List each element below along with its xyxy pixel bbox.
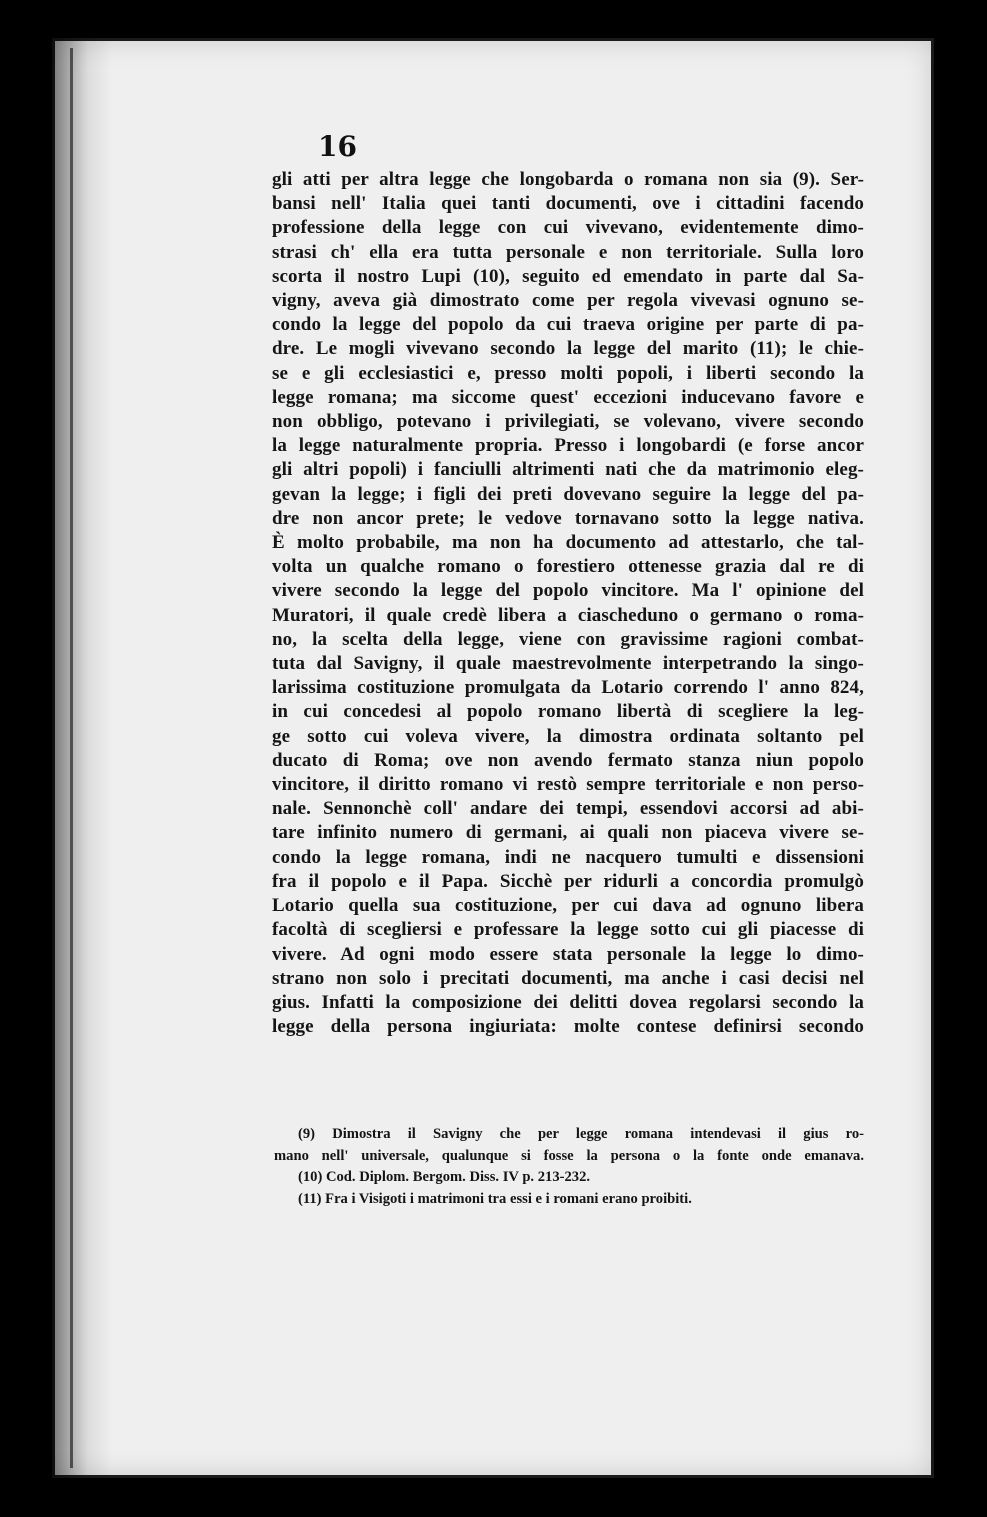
body-line: strano non solo i precitati documenti, ma anche i casi decisi nel	[272, 967, 864, 989]
body-line: la legge naturalmente propria. Presso i longobardi (e forse ancor	[272, 435, 864, 457]
body-line: vivere. Ad ogni modo essere stata personale la legge lo dimo-	[272, 943, 864, 965]
body-line: facoltà di scegliersi e professare la legge sotto cui gli piacesse di	[272, 919, 864, 941]
body-line: dre. Le mogli vivevano secondo la legge del marito (11); le chie-	[272, 338, 864, 360]
body-line: in cui concedesi al popolo romano libertà di scegliere la leg-	[272, 701, 864, 723]
body-line: professione della legge con cui vivevano, evidentemente dimo-	[272, 217, 864, 239]
body-line: non obbligo, potevano i privilegiati, se volevano, vivere secondo	[272, 411, 864, 433]
page-number: 16	[318, 130, 357, 163]
body-line: ducato di Roma; ove non avendo fermato stanza niun popolo	[272, 749, 864, 771]
body-line: gli altri popoli) i fanciulli altrimenti nati che da matrimonio eleg-	[272, 459, 864, 481]
body-text	[272, 168, 864, 1039]
footnote: (9) Dimostra il Savigny che per legge romana intendevasi il gius ro-	[298, 1126, 864, 1142]
body-line: gevan la legge; i figli dei preti dovevano seguire la legge del pa-	[272, 483, 864, 505]
body-line: tuta dal Savigny, il quale maestrevolmente interpetrando la singo-	[272, 653, 864, 675]
footnote: mano nell' universale, qualunque si fosse la persona o la fonte onde emanava.	[274, 1147, 864, 1164]
body-line: tare infinito numero di germani, ai quali non piaceva vivere se-	[272, 822, 864, 844]
footnote: (11) Fra i Visigoti i matrimoni tra essi e i romani erano proibiti.	[298, 1190, 692, 1207]
body-line: bansi nell' Italia quei tanti documenti, ove i cittadini facendo	[272, 193, 864, 215]
body-line: vincitore, il diritto romano vi restò sempre territoriale e non perso-	[272, 774, 864, 796]
body-line: nale. Sennonchè coll' andare dei tempi, essendovi accorsi ad abi-	[272, 798, 864, 820]
body-line: dre non ancor prete; le vedove tornavano sotto la legge nativa.	[272, 507, 864, 529]
body-line: condo la legge del popolo da cui traeva origine per parte di pa-	[272, 314, 864, 336]
body-line: Muratori, il quale credè libera a ciascheduno o germano o roma-	[272, 604, 864, 626]
footnote: (10) Cod. Diplom. Bergom. Diss. IV p. 213-232.	[298, 1169, 591, 1185]
body-line: legge della persona ingiuriata: molte contese definirsi secondo	[272, 1016, 864, 1038]
body-line: se e gli ecclesiastici e, presso molti popoli, i liberti secondo la	[272, 362, 864, 384]
footnotes	[274, 1124, 864, 1210]
body-line: legge romana; ma siccome quest' eccezioni inducevano favore e	[272, 386, 864, 408]
body-line: Lotario quella sua costituzione, per cui dava ad ognuno libera	[272, 895, 864, 917]
body-line: condo la legge romana, indi ne nacquero tumulti e dissensioni	[272, 846, 864, 868]
body-line: gli atti per altra legge che longobarda o romana non sia (9). Ser-	[272, 169, 864, 190]
body-line: vivere secondo la legge del popolo vincitore. Ma l' opinione del	[272, 580, 864, 602]
body-line: volta un qualche romano o forestiero ottenesse grazia dal re di	[272, 556, 864, 578]
body-line: gius. Infatti la composizione dei delitti dovea regolarsi secondo la	[272, 991, 864, 1013]
body-line: strasi ch' ella era tutta personale e non territoriale. Sulla loro	[272, 241, 864, 263]
body-line: fra il popolo e il Papa. Sicchè per ridurli a concordia promulgò	[272, 870, 864, 892]
body-line: no, la scelta della legge, viene con gravissime ragioni combat-	[272, 628, 864, 650]
body-line: È molto probabile, ma non ha documento ad attestarlo, che tal-	[272, 532, 864, 554]
body-line: scorta il nostro Lupi (10), seguito ed emendato in parte dal Sa-	[272, 265, 864, 287]
body-line: ge sotto cui voleva vivere, la dimostra ordinata soltanto pel	[272, 725, 864, 747]
body-line: larissima costituzione promulgata da Lotario correndo l' anno 824,	[272, 677, 864, 699]
body-line: vigny, aveva già dimostrato come per regola vivevasi ognuno se-	[272, 290, 864, 312]
